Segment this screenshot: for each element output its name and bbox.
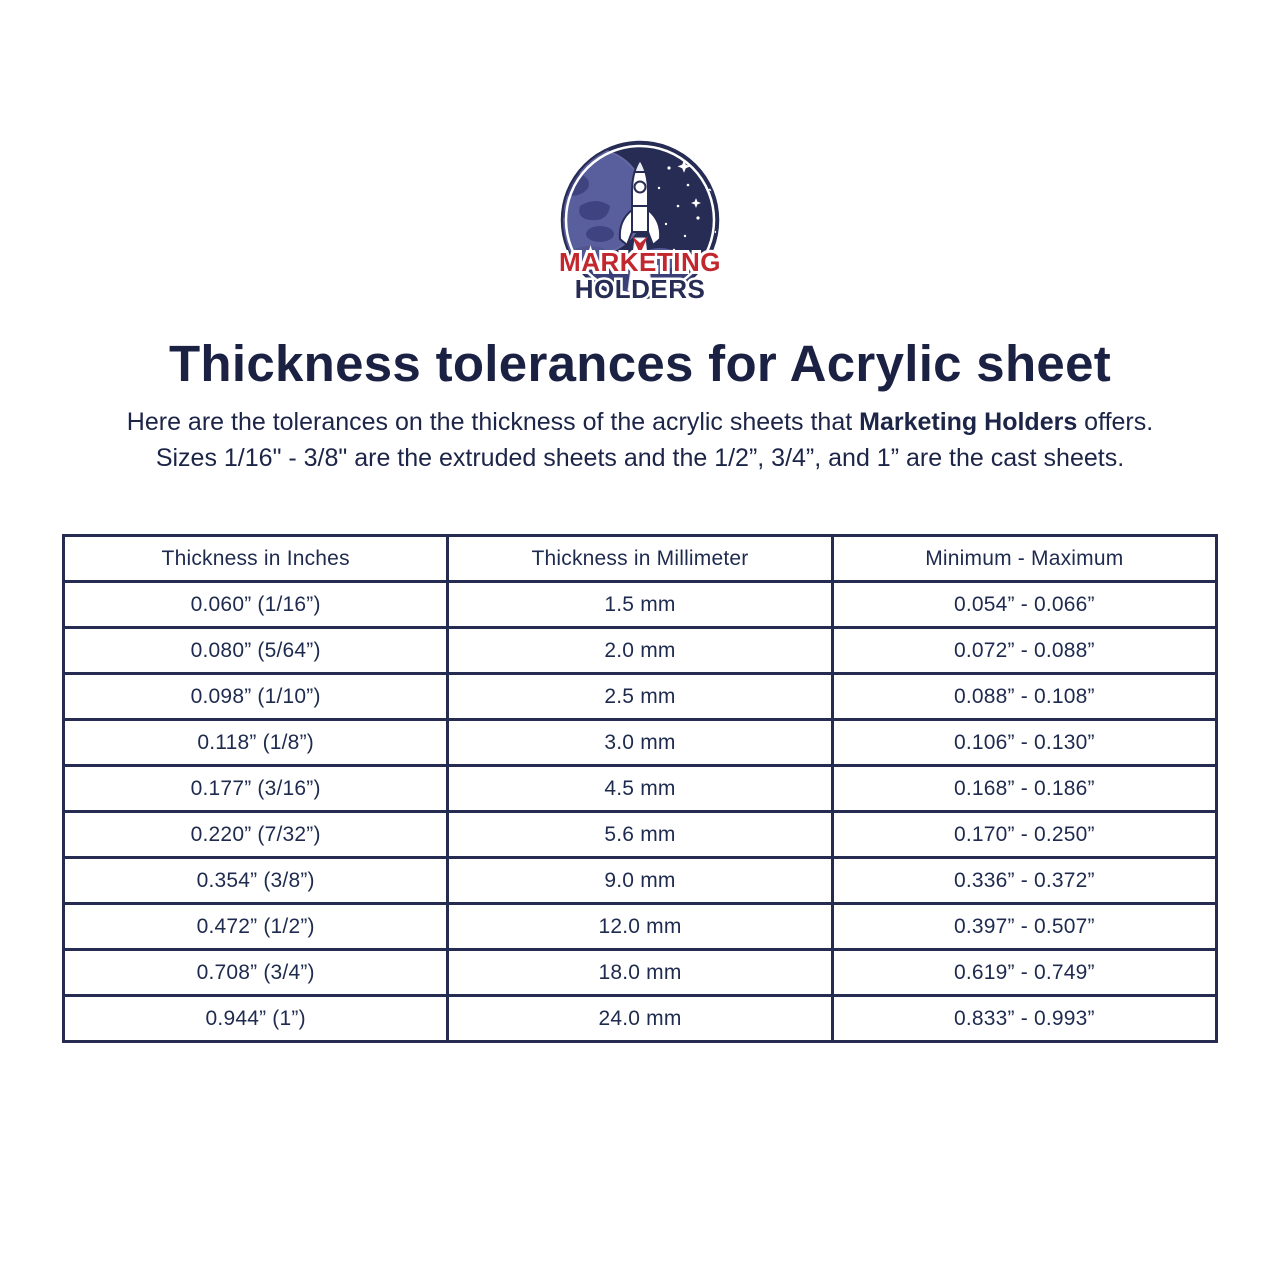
table-row [64, 766, 1217, 812]
cell-inches: 0.098” (1/10”) [64, 674, 448, 720]
cell-mm: 9.0 mm [448, 858, 832, 904]
cell-inches: 0.080” (5/64”) [64, 628, 448, 674]
cell-mm: 5.6 mm [448, 812, 832, 858]
table-row [64, 720, 1217, 766]
marketing-holders-logo-icon [538, 140, 742, 308]
cell-minmax: 0.619” - 0.749” [832, 950, 1216, 996]
table-row [64, 904, 1217, 950]
cell-mm: 3.0 mm [448, 720, 832, 766]
cell-mm: 12.0 mm [448, 904, 832, 950]
cell-inches: 0.220” (7/32”) [64, 812, 448, 858]
cell-inches: 0.944” (1”) [64, 996, 448, 1042]
table-row [64, 628, 1217, 674]
cell-minmax: 0.088” - 0.108” [832, 674, 1216, 720]
table-row [64, 582, 1217, 628]
col-header-thickness-mm: Thickness in Millimeter [448, 536, 832, 582]
cell-inches: 0.472” (1/2”) [64, 904, 448, 950]
cell-inches: 0.354” (3/8”) [64, 858, 448, 904]
cell-minmax: 0.833” - 0.993” [832, 996, 1216, 1042]
intro-line1-suffix: offers. [1077, 408, 1154, 436]
table-row [64, 996, 1217, 1042]
table-row [64, 674, 1217, 720]
intro-line1-prefix: Here are the tolerances on the thickness of the acrylic sheets that [126, 408, 860, 436]
table-header-row [64, 536, 1217, 582]
cell-minmax: 0.054” - 0.066” [832, 582, 1216, 628]
cell-mm: 24.0 mm [448, 996, 832, 1042]
col-header-thickness-inches: Thickness in Inches [64, 536, 448, 582]
intro-line2: Sizes 1/16" - 3/8" are the extruded sheets and the 1/2”, 3/4”, and 1” are the cast sheets. [155, 443, 1125, 472]
cell-inches: 0.118” (1/8”) [64, 720, 448, 766]
cell-mm: 18.0 mm [448, 950, 832, 996]
intro-line1 [0, 405, 1280, 441]
logo-holders-text: HOLDERS [574, 274, 706, 304]
page-title: Thickness tolerances for Acrylic sheet [168, 335, 1112, 392]
cell-mm: 2.5 mm [448, 674, 832, 720]
cell-mm: 1.5 mm [448, 582, 832, 628]
cell-minmax: 0.168” - 0.186” [832, 766, 1216, 812]
intro-line1-bold: Marketing Holders [859, 408, 1078, 436]
cell-inches: 0.708” (3/4”) [64, 950, 448, 996]
cell-minmax: 0.397” - 0.507” [832, 904, 1216, 950]
col-header-min-max: Minimum - Maximum [832, 536, 1216, 582]
brand-logo [0, 0, 1280, 308]
logo-marketing-text: MARKETING [559, 247, 721, 277]
cell-inches: 0.060” (1/16”) [64, 582, 448, 628]
intro-text [0, 405, 1280, 476]
cell-mm: 4.5 mm [448, 766, 832, 812]
cell-inches: 0.177” (3/16”) [64, 766, 448, 812]
cell-minmax: 0.072” - 0.088” [832, 628, 1216, 674]
cell-minmax: 0.170” - 0.250” [832, 812, 1216, 858]
cell-minmax: 0.106” - 0.130” [832, 720, 1216, 766]
table-row [64, 950, 1217, 996]
table-row [64, 812, 1217, 858]
cell-minmax: 0.336” - 0.372” [832, 858, 1216, 904]
table-row [64, 858, 1217, 904]
tolerance-table [62, 534, 1218, 1043]
cell-mm: 2.0 mm [448, 628, 832, 674]
